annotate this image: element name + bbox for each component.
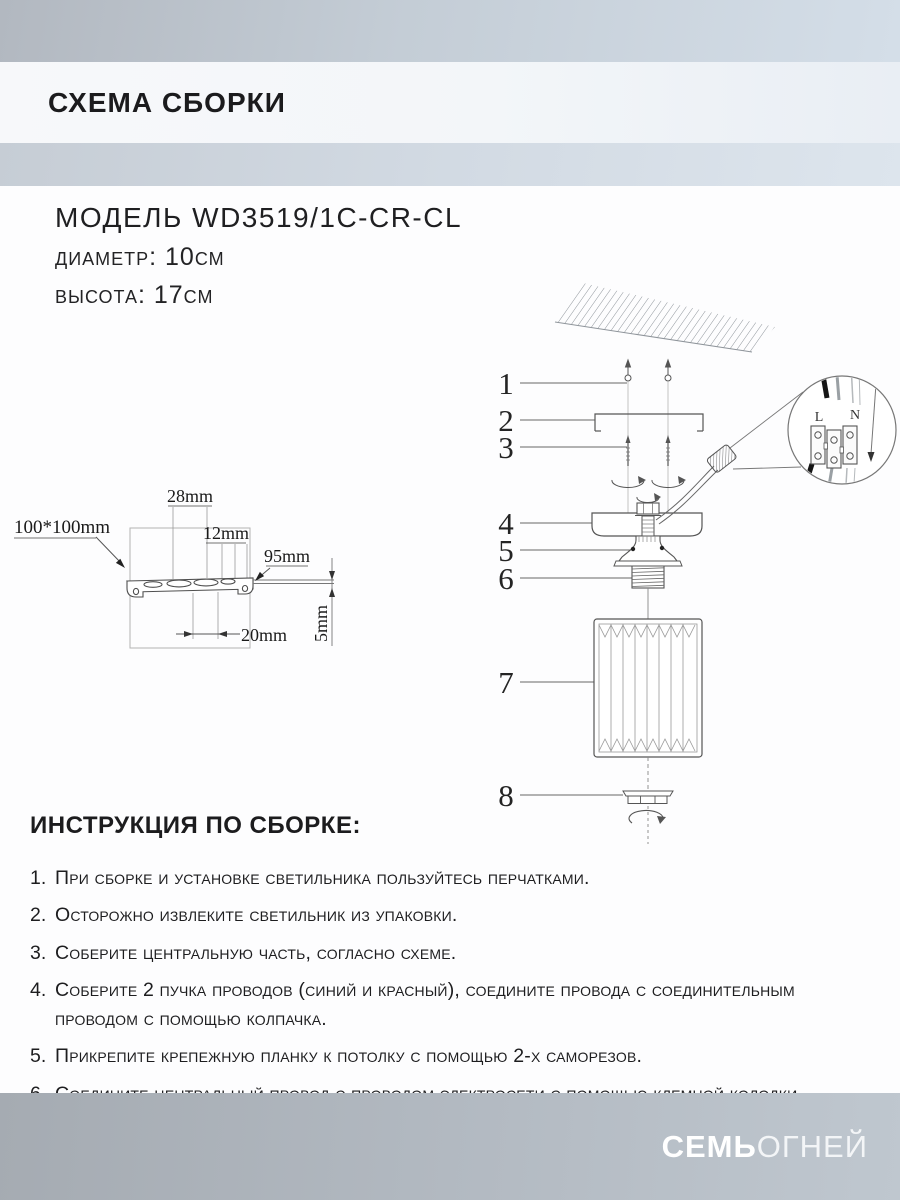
locking-nut <box>635 503 661 516</box>
instruction-text-line2: проводом с помощью колпачка. <box>55 1008 327 1030</box>
top-gradient-band <box>0 0 900 62</box>
model-diameter: диаметр: 10см <box>55 243 225 271</box>
label-leader-100 <box>96 537 125 568</box>
page-title: СХЕМА СБОРКИ <box>48 86 286 118</box>
dimension-20mm: 20mm <box>241 625 288 645</box>
instruction-item-3 <box>30 939 875 968</box>
instruction-item-1 <box>30 864 875 893</box>
retaining-ring <box>623 791 673 804</box>
model-info <box>55 202 462 310</box>
instruction-text: Осторожно извлеките светильник из упаковки. <box>55 904 458 927</box>
part-number-3: 3 <box>498 430 514 465</box>
brand-logo-light: ОГНЕЙ <box>756 1128 868 1164</box>
ceiling-hatch <box>555 283 775 352</box>
instruction-number: 4. <box>30 978 47 1001</box>
part-number-1: 1 <box>498 366 514 401</box>
dimension-100x100mm: 100*100mm <box>14 517 111 538</box>
dimension-5mm: 5mm <box>311 604 331 642</box>
dimension-95mm: 95mm <box>263 546 311 566</box>
instruction-number: 5. <box>30 1045 47 1068</box>
instruction-text: Прикрепите крепежную планку к потолку с помощью 2-х саморезов. <box>55 1045 643 1068</box>
part-number-7: 7 <box>498 665 514 700</box>
model-height: высота: 17см <box>55 281 214 309</box>
model-number: МОДЕЛЬ WD3519/1C-CR-CL <box>55 202 463 233</box>
instruction-number: 3. <box>30 941 47 964</box>
part-number-4: 4 <box>498 506 514 541</box>
dimension-12mm: 12mm <box>202 523 250 543</box>
part-number-5: 5 <box>498 533 514 568</box>
mounting-bracket-shape <box>127 578 253 597</box>
instruction-number: 1. <box>30 867 47 889</box>
screws <box>626 435 671 466</box>
terminal-label-n: N <box>849 408 861 423</box>
rotation-arrow-nut <box>637 493 661 503</box>
instruction-text <box>55 976 795 1035</box>
anchor-screws <box>625 360 671 381</box>
label-leader-95 <box>255 568 270 581</box>
instruction-item-2 <box>30 901 875 930</box>
part-number-2: 2 <box>498 403 514 438</box>
dimension-28mm: 28mm <box>166 486 214 506</box>
mounting-strap <box>595 414 703 431</box>
instruction-text-line1: Соберите 2 пучка проводов (синий и красный), соедините провода с соединительным <box>55 978 795 1001</box>
glass-shade <box>594 619 702 757</box>
header-band <box>0 62 900 143</box>
dimension-20mm-line <box>176 631 240 637</box>
part-number-6: 6 <box>498 561 514 596</box>
instruction-text: Соберите центральную часть, согласно схеме. <box>55 941 457 964</box>
instruction-item-4 <box>30 976 875 1035</box>
part-numbers <box>498 366 514 813</box>
rotation-arrows-screws <box>612 476 686 488</box>
bracket-dimension-drawing <box>0 470 350 670</box>
socket-bell <box>614 536 682 566</box>
assembly-diagram <box>470 270 900 870</box>
instruction-text: При сборке и установке светильника пользуйтесь перчатками. <box>55 867 590 889</box>
terminal-label-l: L <box>814 410 824 425</box>
instruction-item-5 <box>30 1042 875 1071</box>
brand-logo-bold: СЕМЬ <box>661 1128 757 1164</box>
detail-circle <box>788 376 896 484</box>
header-bottom-band <box>0 143 900 186</box>
instructions-title: ИНСТРУКЦИЯ ПО СБОРКЕ: <box>30 812 361 839</box>
alignment-lines <box>628 382 668 513</box>
instruction-number: 2. <box>30 904 47 927</box>
part-number-8: 8 <box>498 778 514 813</box>
brand-logo <box>662 1129 868 1165</box>
instructions-section <box>30 812 875 1117</box>
extension-lines <box>253 580 334 584</box>
instructions-list <box>30 864 875 1109</box>
footer-band <box>0 1093 900 1200</box>
